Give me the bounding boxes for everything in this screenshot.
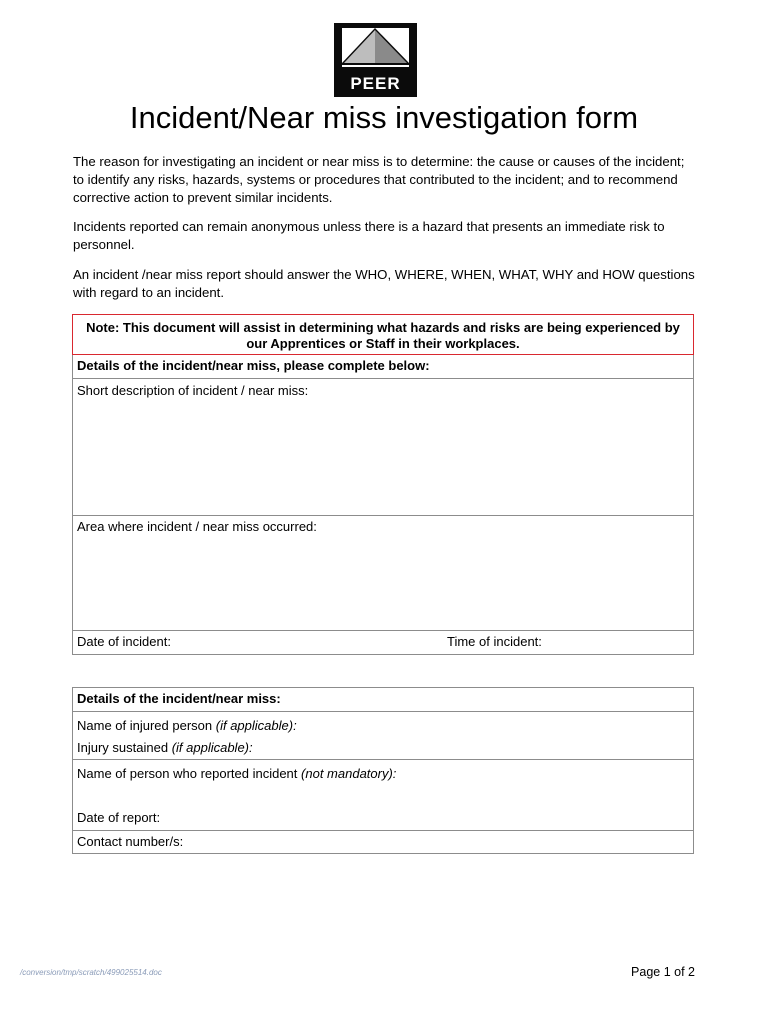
injured-name-line [77,715,689,737]
injured-name-note: (if applicable): [215,718,297,733]
logo-text: PEER [350,74,401,93]
injury-note: (if applicable): [171,740,253,755]
contact-number-field[interactable] [73,831,694,854]
person-details-header: Details of the incident/near miss: [73,688,694,712]
injured-person-field[interactable] [73,712,694,760]
person-details-table [72,687,694,854]
reporter-line [77,763,689,785]
area-label: Area where incident / near miss occurred: [77,519,317,534]
spacer [77,785,689,807]
reporter-field[interactable] [73,760,694,831]
incident-details-table [72,314,694,655]
contact-number-label: Contact number/s: [77,834,184,849]
reporter-label: Name of person who reported incident [77,766,298,781]
area-field[interactable] [73,516,694,631]
intro-paragraph-3: An incident /near miss report should answer the WHO, WHERE, WHEN, WHAT, WHY and HOW questions with regard to an incident. [73,267,695,300]
intro-paragraph-2: Incidents reported can remain anonymous unless there is a hazard that presents an immediate risk to personnel. [73,219,665,252]
footer-page-number: Page 1 of 2 [631,965,695,979]
incident-details-header: Details of the incident/near miss, please complete below: [73,355,694,379]
date-of-report-label: Date of report: [77,810,161,825]
short-description-label: Short description of incident / near miss: [77,383,309,398]
short-description-field[interactable] [73,379,694,516]
intro-paragraph-1: The reason for investigating an incident or near miss is to determine: the cause or causes of the incident; to identify any risks, hazards, systems or procedures that contributed to the incident; and to recommend corrective action to prevent similar incidents. [73,154,685,205]
injured-name-label: Name of injured person [77,718,213,733]
page-title: Incident/Near miss investigation form [129,100,639,135]
footer-file-path: /conversion/tmp/scratch/499025514.doc [20,968,162,977]
injury-line [77,737,689,759]
time-of-incident-label: Time of incident: [447,634,542,649]
reporter-note: (not mandatory): [301,766,397,781]
date-time-row[interactable] [73,631,694,655]
note-box: Note: This document will assist in determining what hazards and risks are being experienced by our Apprentices or Staff in their workplaces. [73,315,694,355]
injury-label: Injury sustained [77,740,169,755]
peer-logo [334,23,417,97]
date-of-incident-label: Date of incident: [77,634,171,649]
